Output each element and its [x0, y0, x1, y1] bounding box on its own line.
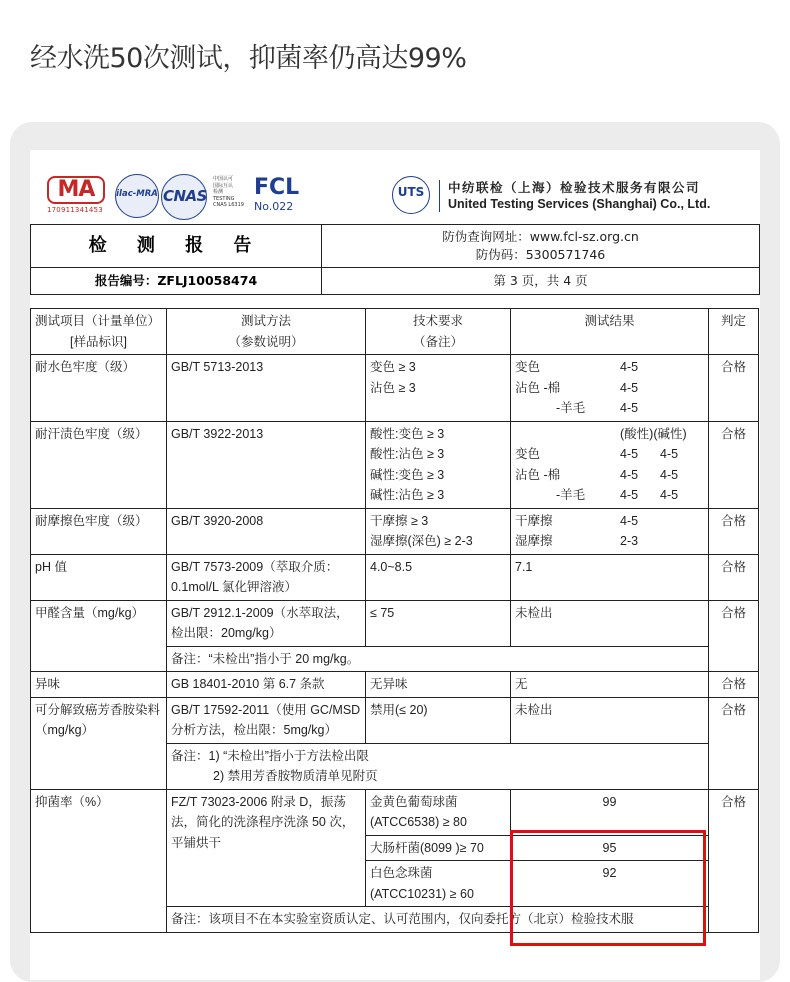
cnas-line: 检测	[213, 189, 224, 195]
organism-cell: 白色念珠菌(ATCC10231) ≥ 60	[366, 861, 511, 907]
verdict-cell: 合格	[709, 600, 759, 672]
cnas-small-text	[213, 176, 244, 209]
verdict-cell: 合格	[709, 789, 759, 932]
result-cell: 7.1	[511, 554, 709, 600]
result-value: 4-5	[660, 447, 679, 461]
requirement-cell: 无异味	[366, 672, 511, 698]
method-cell: GB/T 3922-2013	[167, 421, 366, 508]
logo-divider	[439, 180, 440, 212]
requirement-line: 干摩擦 ≥ 3	[370, 513, 429, 528]
report-title: 检 测 报 告	[31, 225, 322, 267]
requirement-line: 碱性:变色 ≥ 3	[370, 467, 445, 482]
company-name-en: United Testing Services (Shanghai) Co., Ltd.	[448, 197, 711, 211]
verdict-cell: 合格	[709, 672, 759, 698]
verification-info	[322, 225, 759, 267]
header-requirement	[366, 309, 511, 355]
method-cell: GB/T 7573-2009（萃取介质：0.1mol/L 氯化钾溶液）	[167, 554, 366, 600]
cnas-mark: CNAS	[163, 187, 207, 205]
item-cell: 抑菌率（%）	[31, 789, 167, 932]
header-text: 测试结果	[584, 314, 635, 328]
company-name-cn: 中纺联检（上海）检验技术服务有限公司	[448, 180, 701, 195]
header-text: [样品标识]	[70, 334, 127, 349]
organism-cell: 大肠杆菌(8099 )≥ 70	[366, 835, 511, 861]
note-line: 备注：1) “未检出”指小于方法检出限	[171, 748, 369, 763]
result-subheader: (酸性)(碱性)	[620, 426, 687, 441]
header-text: 技术要求	[412, 314, 463, 328]
result-label: 变色	[515, 447, 541, 461]
item-cell: 甲醛含量（mg/kg）	[31, 600, 167, 672]
header-text: （备注）	[412, 334, 463, 349]
table-row	[31, 672, 759, 698]
verdict-cell: 合格	[709, 355, 759, 422]
cnas-logo	[161, 174, 245, 218]
note-cell: 备注：“未检出”指小于 20 mg/kg。	[167, 646, 709, 672]
page-indicator: 第 3 页，共 4 页	[493, 273, 588, 288]
ilac-mark: ilac-MRA	[116, 189, 158, 199]
page-headline: 经水洗50次测试，抑菌率仍高达99%	[30, 43, 467, 74]
result-value: 4-5	[620, 447, 639, 461]
table-row	[31, 789, 759, 835]
method-cell: GB/T 2912.1-2009（水萃取法，检出限：20mg/kg）	[167, 600, 366, 646]
result-line	[515, 531, 704, 552]
header-verdict	[709, 309, 759, 355]
cnas-line: 中国认可	[213, 176, 234, 182]
cma-logo	[47, 176, 107, 216]
result-cell	[511, 508, 709, 554]
result-label: -羊毛	[556, 401, 586, 415]
table-row	[31, 600, 759, 646]
requirement-line: 湿摩擦(深色) ≥ 2-3	[370, 534, 473, 548]
result-value: 4-5	[620, 467, 639, 482]
requirement-cell	[366, 421, 511, 508]
item-cell: 耐摩擦色牢度（级）	[31, 508, 167, 554]
verdict-cell: 合格	[709, 421, 759, 508]
report-header	[30, 224, 760, 295]
note-line: 2) 禁用芳香胺物质清单见附页	[213, 769, 378, 783]
requirement-cell: 4.0~8.5	[366, 554, 511, 600]
requirement-cell	[366, 508, 511, 554]
requirement-line: 酸性:沾色 ≥ 3	[370, 447, 445, 461]
result-label: 变色	[515, 360, 541, 374]
result-line	[515, 485, 704, 506]
method-cell: GB/T 3920-2008	[167, 508, 366, 554]
result-label: 干摩擦	[515, 513, 553, 528]
verify-code: 防伪码：5300571746	[475, 247, 606, 262]
method-cell: GB/T 17592-2011（使用 GC/MSD 分析方法，检出限：5mg/kg）	[167, 697, 366, 743]
result-value: 4-5	[620, 513, 639, 528]
result-line	[515, 444, 704, 465]
inhibition-value: 95	[511, 835, 709, 861]
method-cell: GB 18401-2010 第 6.7 条款	[167, 672, 366, 698]
requirement-line: 沾色 ≥ 3	[370, 380, 416, 395]
ilac-mra-logo	[115, 174, 159, 218]
note-cell: 备注：该项目不在本实验室资质认定、认可范围内，仅向委托方（北京）检验技术服	[167, 907, 709, 933]
result-value: 4-5	[620, 380, 639, 395]
table-row	[31, 697, 759, 743]
item-cell: 耐水色牢度（级）	[31, 355, 167, 422]
result-value: 4-5	[660, 467, 679, 482]
method-cell: FZ/T 73023-2006 附录 D，振荡法，简化的洗涤程序洗涤 50 次，平铺烘干	[167, 789, 366, 907]
cnas-line: TESTING	[213, 195, 235, 202]
result-cell: 未检出	[511, 697, 709, 743]
fcl-logo	[254, 176, 298, 218]
cnas-line: CNAS L6319	[213, 202, 244, 208]
fcl-mark: FCL	[254, 175, 300, 200]
header-item	[31, 309, 167, 355]
table-row	[31, 508, 759, 554]
verdict-cell: 合格	[709, 508, 759, 554]
result-label: 湿摩擦	[515, 534, 553, 548]
organism-cell: 金黄色葡萄球菌(ATCC6538) ≥ 80	[366, 789, 511, 835]
cnas-line: 国际互认	[213, 182, 234, 189]
report-header-row	[31, 225, 759, 267]
fcl-number: No.022	[254, 200, 294, 213]
cma-mark: MA	[47, 176, 105, 204]
table-row	[31, 554, 759, 600]
result-label: 沾色 -棉	[515, 467, 561, 482]
result-line	[515, 357, 704, 378]
report-number: 报告编号：ZFLJ10058474	[31, 268, 322, 294]
result-line	[515, 398, 704, 419]
requirement-line: 变色 ≥ 3	[370, 360, 416, 374]
header-text: 判定	[720, 314, 746, 328]
inhibition-value: 92	[511, 861, 709, 907]
result-value: 4-5	[660, 488, 679, 502]
result-cell: 未检出	[511, 600, 709, 646]
verdict-cell: 合格	[709, 554, 759, 600]
uts-mark: UTS	[397, 185, 425, 199]
requirement-cell: ≤ 75	[366, 600, 511, 646]
header-text: （参数说明）	[228, 334, 304, 349]
item-cell: 可分解致癌芳香胺染料（mg/kg）	[31, 697, 167, 789]
table-row	[31, 355, 759, 422]
item-cell: 异味	[31, 672, 167, 698]
uts-logo	[392, 176, 430, 214]
result-label	[515, 424, 620, 445]
note-cell	[167, 743, 709, 789]
result-cell: 无	[511, 672, 709, 698]
requirement-line: 酸性:变色 ≥ 3	[370, 426, 445, 441]
requirement-cell: 禁用(≤ 20)	[366, 697, 511, 743]
verdict-cell: 合格	[709, 697, 759, 789]
header-text: 测试方法	[240, 314, 291, 328]
header-result	[511, 309, 709, 355]
highlight-box	[510, 830, 706, 946]
result-value: 4-5	[620, 488, 639, 502]
result-cell	[511, 355, 709, 422]
result-label: -羊毛	[556, 488, 586, 502]
header-method	[167, 309, 366, 355]
result-line	[515, 378, 704, 399]
inhibition-value: 99	[511, 789, 709, 835]
requirement-cell	[366, 355, 511, 422]
requirement-line: 碱性:沾色 ≥ 3	[370, 488, 445, 502]
method-cell: GB/T 5713-2013	[167, 355, 366, 422]
report-sheet	[30, 150, 760, 980]
result-value: 4-5	[620, 401, 639, 415]
result-line	[515, 511, 704, 532]
table-row	[31, 421, 759, 508]
verify-site: 防伪查询网址：www.fcl-sz.org.cn	[442, 229, 639, 244]
table-header-row	[31, 309, 759, 355]
result-value: 4-5	[620, 360, 639, 374]
result-cell	[511, 421, 709, 508]
result-value: 2-3	[620, 534, 639, 548]
cma-number: 170911341453	[47, 206, 103, 214]
result-line	[515, 465, 704, 486]
result-line	[515, 424, 704, 445]
header-text: 测试项目（计量单位）	[35, 314, 161, 328]
item-cell: 耐汗渍色牢度（级）	[31, 421, 167, 508]
report-header-row	[31, 267, 759, 294]
item-cell: pH 值	[31, 554, 167, 600]
result-label: 沾色 -棉	[515, 380, 561, 395]
